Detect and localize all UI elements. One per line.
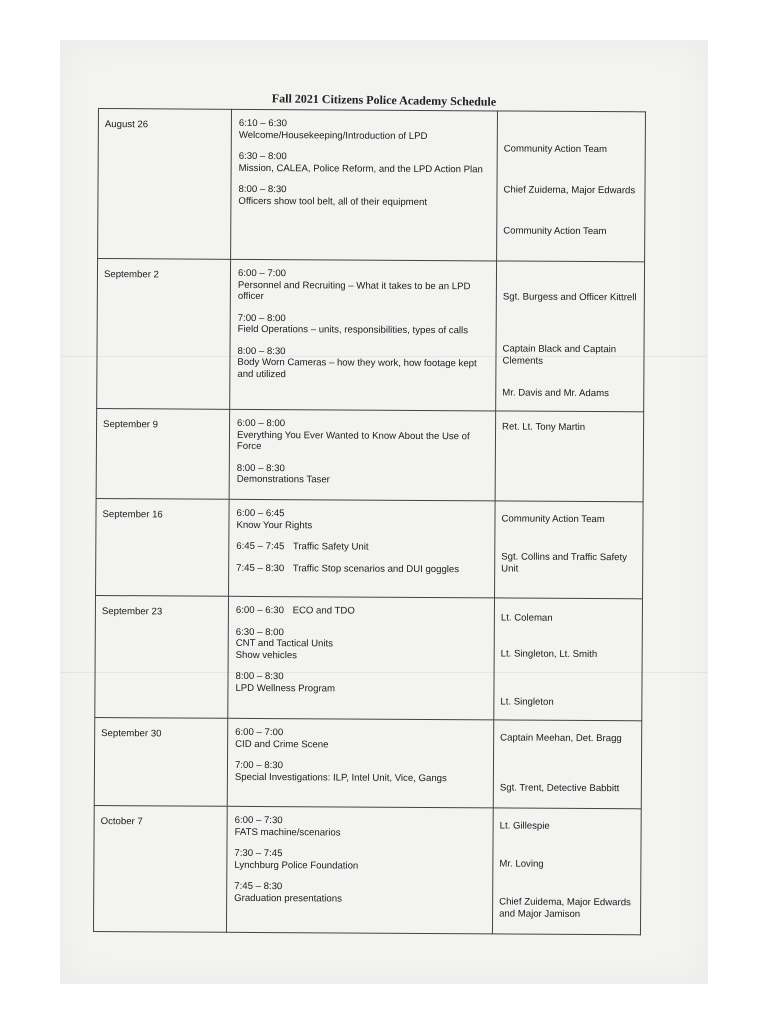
session-time: 8:00 – 8:30 [235, 670, 284, 683]
presenter: Lt. Singleton [500, 696, 554, 708]
session-time: 8:00 – 8:30 [237, 345, 286, 357]
session-time: 6:00 – 7:00 [235, 726, 284, 739]
session-description: Know Your Rights [236, 519, 313, 531]
session-time: 6:00 – 6:30 [235, 604, 284, 617]
presenters-cell [492, 808, 641, 935]
session [236, 562, 488, 575]
session-time: 6:00 – 6:45 [236, 507, 285, 520]
presenter: Lt. Coleman [500, 612, 553, 624]
table-row [96, 408, 644, 501]
session [236, 508, 488, 533]
session-time: 7:45 – 8:30 [236, 562, 285, 574]
session-time: 8:00 – 8:30 [236, 462, 285, 474]
session [234, 881, 486, 906]
table-row [98, 109, 646, 262]
presenter: Ret. Lt. Tony Martin [502, 421, 586, 433]
session [238, 268, 490, 304]
date-cell: October 7 [93, 805, 227, 932]
session-description: Field Operations – units, responsibilities, types of calls [237, 323, 469, 337]
session [235, 760, 487, 785]
session-description: Officers show tool belt, all of their equipment [238, 195, 428, 208]
session-description: Special Investigations: ILP, Intel Unit, Vice, Gangs [234, 771, 447, 784]
schedule-table [93, 108, 646, 935]
session [237, 462, 489, 487]
sessions-cell [231, 109, 498, 261]
presenter: Sgt. Burgess and Officer Kittrell [502, 291, 637, 304]
session [235, 671, 487, 696]
session-description: LPD Wellness Program [235, 682, 336, 694]
session [237, 418, 489, 454]
date-cell: September 9 [96, 408, 230, 499]
session-description: CID and Crime Scene [235, 738, 329, 750]
session [234, 848, 486, 873]
table-row [94, 717, 642, 808]
date-cell: August 26 [98, 109, 232, 260]
session-time: 6:30 – 8:00 [235, 626, 284, 638]
session [235, 815, 487, 840]
sessions-cell [229, 499, 496, 598]
sessions-cell [226, 806, 493, 934]
document-title: Fall 2021 Citizens Police Academy Schedule [271, 91, 497, 109]
document-page [60, 40, 708, 984]
session-time: 7:30 – 7:45 [234, 847, 283, 860]
table-row [96, 498, 644, 598]
presenter: Mr. Loving [499, 858, 544, 870]
session [239, 118, 491, 143]
table-row [93, 805, 641, 934]
session-time: 6:30 – 8:00 [238, 150, 287, 163]
session [239, 151, 491, 176]
table-row [95, 595, 643, 720]
presenter: Community Action Team [503, 225, 607, 238]
sessions-cell [230, 259, 497, 411]
session-description: FATS machine/scenarios [234, 826, 341, 838]
presenter: Chief Zuidema, Major Edwards [503, 184, 636, 197]
presenters-cell [497, 111, 646, 262]
presenters-cell [493, 720, 642, 809]
session-description: Body Worn Cameras – how they work, how footage kept and utilized [237, 356, 477, 380]
presenter: Lt. Gillespie [499, 820, 550, 832]
session-time: 6:00 – 8:00 [237, 417, 286, 430]
session [238, 312, 490, 337]
date-cell: September 16 [96, 498, 230, 596]
session [236, 605, 488, 618]
presenter: Community Action Team [503, 143, 608, 156]
sessions-cell [228, 596, 495, 720]
session-time: 6:45 – 7:45 [236, 540, 285, 553]
date-cell: September 30 [94, 717, 228, 806]
session-description: Welcome/Housekeeping/Introduction of LPD [238, 129, 428, 142]
presenters-cell [494, 598, 643, 721]
session-time: 6:00 – 7:00 [237, 267, 287, 280]
session [236, 541, 488, 554]
presenter: Chief Zuidema, Major Edwards and Major Jamison [499, 896, 631, 920]
session-description: Mission, CALEA, Police Reform, and the LPD Action Plan [238, 162, 483, 175]
session [236, 626, 488, 662]
session-time: 6:10 – 6:30 [238, 117, 287, 130]
session-description: ECO and TDO [292, 605, 355, 617]
session-time: 7:00 – 8:00 [237, 312, 286, 324]
session-time: 8:00 – 8:30 [238, 183, 287, 196]
presenter: Captain Black and Captain Clements [502, 343, 617, 367]
session [238, 184, 490, 209]
date-cell: September 2 [97, 259, 231, 410]
session-description: Traffic Stop scenarios and DUI goggles [292, 562, 460, 575]
session-description: CNT and Tactical Units Show vehicles [235, 637, 333, 661]
presenter: Community Action Team [501, 513, 605, 526]
table-row [97, 259, 645, 412]
session-description: Everything You Ever Wanted to Know About the Use of Force [236, 429, 470, 453]
session [235, 727, 487, 752]
session-description: Graduation presentations [234, 892, 342, 905]
session-description: Demonstrations Taser [236, 473, 330, 486]
session-description: Lynchburg Police Foundation [234, 859, 359, 872]
session-description: Traffic Safety Unit [292, 541, 369, 553]
presenter: Mr. Davis and Mr. Adams [502, 387, 609, 400]
presenter: Captain Meehan, Det. Bragg [500, 732, 622, 745]
sessions-cell [229, 409, 496, 501]
presenters-cell [495, 501, 644, 599]
presenters-cell [496, 261, 645, 412]
presenter: Lt. Singleton, Lt. Smith [500, 648, 598, 661]
session-description: Personnel and Recruiting – What it takes to be an LPD officer [237, 279, 471, 303]
session-time: 7:45 – 8:30 [234, 880, 283, 893]
presenter: Sgt. Trent, Detective Babbitt [499, 782, 620, 795]
presenter: Sgt. Collins and Traffic Safety Unit [501, 551, 627, 575]
sessions-cell [227, 718, 494, 808]
session-time: 7:00 – 8:30 [234, 759, 284, 772]
session [237, 345, 489, 381]
date-cell: September 23 [95, 595, 229, 718]
session-time: 6:00 – 7:30 [234, 814, 283, 827]
presenters-cell [495, 411, 644, 502]
